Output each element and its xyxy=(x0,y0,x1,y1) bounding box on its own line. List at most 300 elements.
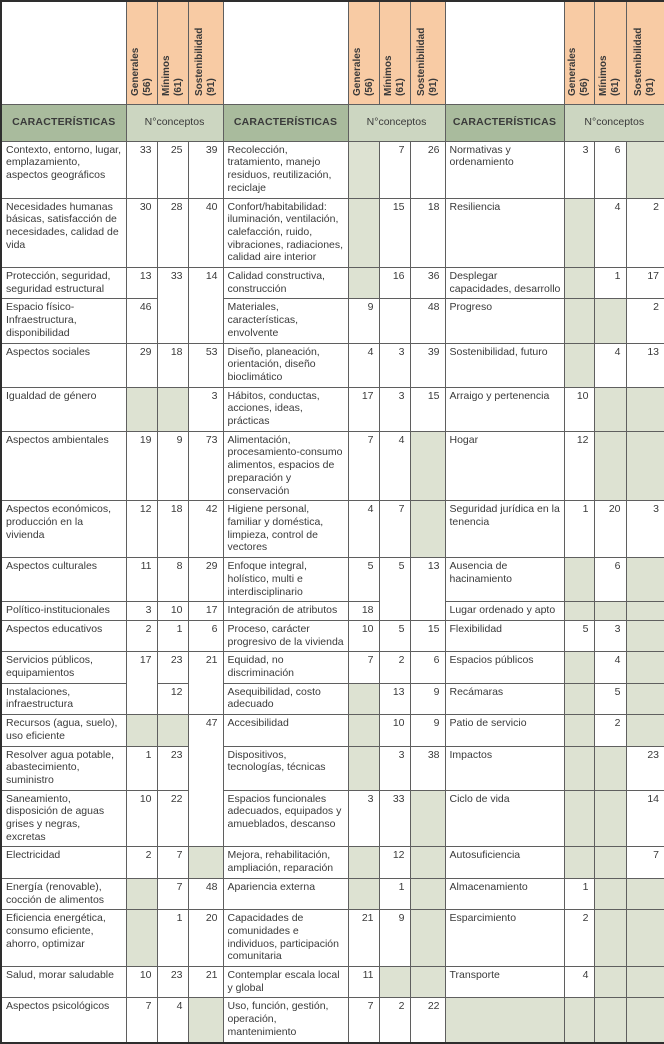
empty-cell xyxy=(410,910,445,967)
header-corner-cell xyxy=(1,1,126,104)
characteristic-label: Capacidades de comunidades e individuos, participación comunitaria xyxy=(223,910,348,967)
table-row xyxy=(1,746,664,790)
value-cell: 7 xyxy=(157,847,188,878)
table-row xyxy=(1,910,664,967)
value-cell: 7 xyxy=(157,878,188,909)
empty-cell xyxy=(348,268,379,299)
table-row xyxy=(1,343,664,387)
value-cell: 7 xyxy=(348,431,379,501)
value-cell: 15 xyxy=(410,620,445,651)
table-row xyxy=(1,683,664,714)
characteristic-label: Hogar xyxy=(445,431,564,501)
characteristic-label: Esparcimiento xyxy=(445,910,564,967)
column-count: (91) xyxy=(205,78,217,96)
characteristics-header: CARACTERÍSTICAS xyxy=(223,104,348,141)
value-cell: 48 xyxy=(188,878,223,909)
table-row xyxy=(1,387,664,431)
empty-cell xyxy=(188,998,223,1043)
value-cell: 2 xyxy=(126,847,157,878)
empty-cell xyxy=(626,652,664,683)
value-cell: 13 xyxy=(626,343,664,387)
table-row xyxy=(1,967,664,998)
rotated-label xyxy=(633,4,657,96)
column-header-minimos xyxy=(379,1,410,104)
column-header-sostenibilidad xyxy=(188,1,223,104)
value-cell: 73 xyxy=(188,431,223,501)
table-body xyxy=(1,141,664,1042)
characteristic-label: Accesibilidad xyxy=(223,715,348,746)
value-cell: 17 xyxy=(348,387,379,431)
value-cell: 39 xyxy=(188,141,223,198)
value-cell: 26 xyxy=(410,141,445,198)
characteristic-label: Salud, morar saludable xyxy=(1,967,126,998)
characteristic-label: Espacios funcionales adecuados, equipados y amueblados, descanso xyxy=(223,790,348,847)
value-cell: 5 xyxy=(379,620,410,651)
value-cell: 9 xyxy=(348,299,379,343)
value-cell: 4 xyxy=(594,652,626,683)
empty-cell xyxy=(564,299,594,343)
empty-cell xyxy=(594,602,626,621)
value-cell: 10 xyxy=(157,602,188,621)
value-cell: 7 xyxy=(348,998,379,1043)
empty-cell xyxy=(626,620,664,651)
value-cell: 3 xyxy=(564,141,594,198)
characteristic-label: Autosuficiencia xyxy=(445,847,564,878)
value-cell: 12 xyxy=(379,847,410,878)
value-cell: 1 xyxy=(157,620,188,651)
empty-cell xyxy=(626,602,664,621)
value-cell: 3 xyxy=(379,343,410,387)
empty-cell xyxy=(626,878,664,909)
empty-cell xyxy=(564,268,594,299)
nconceptos-header: N°conceptos xyxy=(564,104,664,141)
value-cell: 13 xyxy=(410,558,445,621)
value-cell: 19 xyxy=(126,431,157,501)
value-cell: 9 xyxy=(410,715,445,746)
value-cell: 47 xyxy=(188,715,223,847)
empty-cell xyxy=(348,683,379,714)
column-count: (56) xyxy=(141,78,153,96)
value-cell: 7 xyxy=(126,998,157,1043)
value-cell: 1 xyxy=(379,878,410,909)
empty-cell xyxy=(594,299,626,343)
value-cell: 6 xyxy=(594,558,626,602)
value-cell: 46 xyxy=(126,299,157,343)
nconceptos-header: N°conceptos xyxy=(348,104,445,141)
value-cell: 1 xyxy=(157,910,188,967)
value-cell: 18 xyxy=(157,501,188,558)
empty-cell xyxy=(157,715,188,746)
value-cell: 6 xyxy=(188,620,223,651)
table-row xyxy=(1,299,664,343)
empty-cell xyxy=(410,790,445,847)
column-name: Mínimos xyxy=(598,55,609,96)
empty-cell xyxy=(594,998,626,1043)
empty-cell xyxy=(564,683,594,714)
value-cell: 5 xyxy=(564,620,594,651)
empty-cell xyxy=(126,878,157,909)
value-cell: 17 xyxy=(126,652,157,715)
empty-cell xyxy=(126,715,157,746)
table-row xyxy=(1,715,664,746)
rotated-label xyxy=(567,4,591,96)
value-cell: 33 xyxy=(126,141,157,198)
characteristic-label: Electricidad xyxy=(1,847,126,878)
empty-cell xyxy=(564,715,594,746)
value-cell: 33 xyxy=(157,268,188,344)
rotated-label xyxy=(161,4,185,96)
table-row xyxy=(1,878,664,909)
characteristic-label: Aspectos psicológicos xyxy=(1,998,126,1043)
characteristic-label: Lugar ordenado y apto xyxy=(445,602,564,621)
characteristic-label: Energía (renovable), cocción de alimentos xyxy=(1,878,126,909)
value-cell: 4 xyxy=(348,343,379,387)
value-cell: 29 xyxy=(188,558,223,602)
column-count: (91) xyxy=(645,78,657,96)
table-row xyxy=(1,602,664,621)
column-count: (61) xyxy=(394,78,406,96)
value-cell: 7 xyxy=(348,652,379,683)
table-row xyxy=(1,558,664,602)
value-cell: 9 xyxy=(379,910,410,967)
rotated-label xyxy=(383,4,407,96)
characteristics-header: CARACTERÍSTICAS xyxy=(445,104,564,141)
value-cell: 21 xyxy=(188,967,223,998)
value-cell: 10 xyxy=(348,620,379,651)
empty-cell xyxy=(410,847,445,878)
value-cell: 7 xyxy=(626,847,664,878)
characteristic-label: Proceso, carácter progresivo de la vivienda xyxy=(223,620,348,651)
characteristic-label: Aspectos económicos, producción en la vivienda xyxy=(1,501,126,558)
empty-cell xyxy=(564,652,594,683)
value-cell: 4 xyxy=(379,431,410,501)
characteristic-label: Recursos (agua, suelo), uso eficiente xyxy=(1,715,126,746)
column-name: Sostenibilidad xyxy=(633,27,645,96)
characteristic-label: Saneamiento, disposición de aguas grises y negras, excretas xyxy=(1,790,126,847)
value-cell: 14 xyxy=(626,790,664,847)
characteristic-label: Contemplar escala local y global xyxy=(223,967,348,998)
value-cell: 2 xyxy=(626,198,664,268)
value-cell: 1 xyxy=(564,878,594,909)
characteristic-label: Integración de atributos xyxy=(223,602,348,621)
characteristic-label: Diseño, planeación, orientación, diseño bioclimático xyxy=(223,343,348,387)
empty-cell xyxy=(348,198,379,268)
empty-cell xyxy=(626,683,664,714)
value-cell: 39 xyxy=(410,343,445,387)
value-cell: 10 xyxy=(126,967,157,998)
empty-cell xyxy=(564,198,594,268)
column-header-generales xyxy=(564,1,594,104)
value-cell: 53 xyxy=(188,343,223,387)
value-cell: 38 xyxy=(410,746,445,790)
value-cell: 17 xyxy=(626,268,664,299)
empty-cell xyxy=(626,910,664,967)
characteristic-label: Protección, seguridad, seguridad estructural xyxy=(1,268,126,299)
value-cell: 23 xyxy=(157,652,188,683)
empty-cell xyxy=(594,967,626,998)
column-count: (61) xyxy=(610,78,621,96)
characteristic-label: Higiene personal, familiar y doméstica, limpieza, control de vectores xyxy=(223,501,348,558)
value-cell: 6 xyxy=(594,141,626,198)
characteristic-label: Apariencia externa xyxy=(223,878,348,909)
value-cell: 23 xyxy=(626,746,664,790)
empty-cell xyxy=(626,387,664,431)
empty-cell xyxy=(594,910,626,967)
empty-cell xyxy=(626,431,664,501)
characteristic-label: Arraigo y pertenencia xyxy=(445,387,564,431)
value-cell: 4 xyxy=(348,501,379,558)
table-row xyxy=(1,620,664,651)
value-cell: 1 xyxy=(594,268,626,299)
characteristic-label: Ausencia de hacinamiento xyxy=(445,558,564,602)
value-cell: 7 xyxy=(379,141,410,198)
characteristic-label: Resiliencia xyxy=(445,198,564,268)
value-cell: 40 xyxy=(188,198,223,268)
value-cell: 11 xyxy=(126,558,157,602)
characteristic-label: Progreso xyxy=(445,299,564,343)
value-cell: 11 xyxy=(348,967,379,998)
rotated-label xyxy=(352,4,376,96)
value-cell: 5 xyxy=(379,558,410,621)
characteristic-label: Confort/habitabilidad: iluminación, ventilación, calefacción, ruido, vibraciones, radiaciones, calidad aire interior xyxy=(223,198,348,268)
characteristic-label: Espacio físico-Infraestructura, disponibilidad xyxy=(1,299,126,343)
rotated-label xyxy=(598,4,622,96)
characteristic-label: Impactos xyxy=(445,746,564,790)
column-count: (91) xyxy=(427,78,439,96)
column-count: (56) xyxy=(363,78,375,96)
column-header-sostenibilidad xyxy=(626,1,664,104)
value-cell: 18 xyxy=(157,343,188,387)
value-cell: 36 xyxy=(410,268,445,299)
characteristic-label: Alimentación, procesamiento-consumo alimentos, espacios de preparación y conservación xyxy=(223,431,348,501)
characteristic-label: Aspectos culturales xyxy=(1,558,126,602)
empty-cell xyxy=(410,431,445,501)
characteristic-label: Aspectos educativos xyxy=(1,620,126,651)
value-cell: 2 xyxy=(126,620,157,651)
characteristic-label: Igualdad de género xyxy=(1,387,126,431)
characteristic-label: Político-institucionales xyxy=(1,602,126,621)
empty-cell xyxy=(564,790,594,847)
table-row xyxy=(1,141,664,198)
value-cell: 2 xyxy=(626,299,664,343)
characteristic-label: Necesidades humanas básicas, satisfacción de necesidades, calidad de vida xyxy=(1,198,126,268)
value-cell: 3 xyxy=(126,602,157,621)
empty-cell xyxy=(379,299,410,343)
characteristic-label: Aspectos ambientales xyxy=(1,431,126,501)
value-cell: 1 xyxy=(564,501,594,558)
value-cell: 17 xyxy=(188,602,223,621)
table-row xyxy=(1,268,664,299)
table-row xyxy=(1,501,664,558)
empty-cell xyxy=(348,878,379,909)
characteristic-label: Recámaras xyxy=(445,683,564,714)
column-name: Generales xyxy=(567,47,578,96)
value-cell: 42 xyxy=(188,501,223,558)
empty-cell xyxy=(410,501,445,558)
value-cell: 10 xyxy=(564,387,594,431)
value-cell: 3 xyxy=(594,620,626,651)
value-cell: 4 xyxy=(564,967,594,998)
empty-cell xyxy=(564,602,594,621)
value-cell: 4 xyxy=(594,343,626,387)
header-corner-cell xyxy=(445,1,564,104)
table-row xyxy=(1,847,664,878)
table-row xyxy=(1,431,664,501)
value-cell: 15 xyxy=(379,198,410,268)
rotated-label xyxy=(194,4,218,96)
value-cell: 33 xyxy=(379,790,410,847)
value-cell: 12 xyxy=(157,683,188,714)
value-cell: 3 xyxy=(379,387,410,431)
empty-cell xyxy=(564,343,594,387)
value-cell: 12 xyxy=(564,431,594,501)
nconceptos-header: N°conceptos xyxy=(126,104,223,141)
value-cell: 18 xyxy=(410,198,445,268)
rotated-label xyxy=(416,4,440,96)
empty-cell xyxy=(564,746,594,790)
empty-cell xyxy=(564,558,594,602)
empty-cell xyxy=(626,715,664,746)
characteristic-label: Hábitos, conductas, acciones, ideas, prácticas xyxy=(223,387,348,431)
header-corner-cell xyxy=(223,1,348,104)
characteristic-label: Enfoque integral, holístico, multi e interdisciplinario xyxy=(223,558,348,602)
value-cell: 9 xyxy=(157,431,188,501)
column-name: Mínimos xyxy=(160,55,172,96)
empty-cell xyxy=(594,847,626,878)
value-cell: 9 xyxy=(410,683,445,714)
value-cell: 23 xyxy=(157,746,188,790)
empty-cell xyxy=(157,387,188,431)
empty-cell xyxy=(410,878,445,909)
value-cell: 21 xyxy=(348,910,379,967)
value-cell: 2 xyxy=(594,715,626,746)
empty-cell xyxy=(348,847,379,878)
empty-cell xyxy=(348,715,379,746)
value-cell: 3 xyxy=(348,790,379,847)
column-name: Sostenibilidad xyxy=(193,27,205,96)
empty-cell xyxy=(626,141,664,198)
column-count: (56) xyxy=(579,78,590,96)
value-cell: 25 xyxy=(157,141,188,198)
value-cell: 13 xyxy=(379,683,410,714)
empty-cell xyxy=(626,967,664,998)
empty-cell xyxy=(594,387,626,431)
characteristic-label: Dispositivos, tecnologías, técnicas xyxy=(223,746,348,790)
value-cell: 4 xyxy=(594,198,626,268)
empty-cell xyxy=(348,141,379,198)
column-name: Generales xyxy=(351,47,363,96)
value-cell: 22 xyxy=(410,998,445,1043)
empty-cell xyxy=(594,790,626,847)
value-cell: 12 xyxy=(126,501,157,558)
value-cell: 20 xyxy=(188,910,223,967)
value-cell: 4 xyxy=(157,998,188,1043)
characteristic-label: Mejora, rehabilitación, ampliación, reparación xyxy=(223,847,348,878)
value-cell: 8 xyxy=(157,558,188,602)
value-cell: 15 xyxy=(410,387,445,431)
characteristic-label: Uso, función, gestión, operación, mantenimiento xyxy=(223,998,348,1043)
characteristic-label: Espacios públicos xyxy=(445,652,564,683)
characteristic-label xyxy=(445,998,564,1043)
value-cell: 3 xyxy=(379,746,410,790)
value-cell: 2 xyxy=(379,998,410,1043)
empty-cell xyxy=(594,746,626,790)
column-name: Generales xyxy=(129,47,141,96)
characteristic-label: Recolección, tratamiento, manejo residuos, reutilización, reciclaje xyxy=(223,141,348,198)
empty-cell xyxy=(379,967,410,998)
value-cell: 22 xyxy=(157,790,188,847)
column-header-sostenibilidad xyxy=(410,1,445,104)
value-cell: 28 xyxy=(157,198,188,268)
characteristic-label: Almacenamiento xyxy=(445,878,564,909)
value-cell: 2 xyxy=(379,652,410,683)
value-cell: 48 xyxy=(410,299,445,343)
characteristic-label: Materiales, características, envolvente xyxy=(223,299,348,343)
column-name: Mínimos xyxy=(382,55,394,96)
value-cell: 5 xyxy=(348,558,379,602)
empty-cell xyxy=(564,998,594,1043)
characteristic-label: Ciclo de vida xyxy=(445,790,564,847)
characteristic-label: Sostenibilidad, futuro xyxy=(445,343,564,387)
empty-cell xyxy=(410,967,445,998)
value-cell: 3 xyxy=(626,501,664,558)
characteristic-label: Normativas y ordenamiento xyxy=(445,141,564,198)
column-header-generales xyxy=(126,1,157,104)
value-cell: 29 xyxy=(126,343,157,387)
characteristics-header: CARACTERÍSTICAS xyxy=(1,104,126,141)
value-cell: 18 xyxy=(348,602,379,621)
value-cell: 14 xyxy=(188,268,223,344)
rotated-label xyxy=(130,4,154,96)
column-count: (61) xyxy=(172,78,184,96)
characteristic-label: Transporte xyxy=(445,967,564,998)
table-row xyxy=(1,198,664,268)
characteristic-label: Desplegar capacidades, desarrollo xyxy=(445,268,564,299)
empty-cell xyxy=(594,431,626,501)
empty-cell xyxy=(348,746,379,790)
value-cell: 3 xyxy=(188,387,223,431)
empty-cell xyxy=(626,998,664,1043)
empty-cell xyxy=(126,387,157,431)
table-header xyxy=(1,1,664,141)
value-cell: 2 xyxy=(564,910,594,967)
empty-cell xyxy=(594,878,626,909)
value-cell: 23 xyxy=(157,967,188,998)
characteristic-label: Seguridad jurídica en la tenencia xyxy=(445,501,564,558)
characteristic-label: Flexibilidad xyxy=(445,620,564,651)
value-cell: 30 xyxy=(126,198,157,268)
column-header-generales xyxy=(348,1,379,104)
table-row xyxy=(1,790,664,847)
value-cell: 13 xyxy=(126,268,157,299)
value-cell: 10 xyxy=(379,715,410,746)
column-header-minimos xyxy=(594,1,626,104)
table-row xyxy=(1,652,664,683)
characteristic-label: Patio de servicio xyxy=(445,715,564,746)
characteristic-label: Instalaciones, infraestructura xyxy=(1,683,126,714)
column-name: Sostenibilidad xyxy=(415,27,427,96)
table-row xyxy=(1,998,664,1043)
empty-cell xyxy=(188,847,223,878)
value-cell: 6 xyxy=(410,652,445,683)
empty-cell xyxy=(126,910,157,967)
value-cell: 1 xyxy=(126,746,157,790)
characteristic-label: Resolver agua potable, abastecimiento, suministro xyxy=(1,746,126,790)
value-cell: 21 xyxy=(188,652,223,715)
value-cell: 7 xyxy=(379,501,410,558)
characteristic-label: Asequibilidad, costo adecuado xyxy=(223,683,348,714)
characteristic-label: Equidad, no discriminación xyxy=(223,652,348,683)
